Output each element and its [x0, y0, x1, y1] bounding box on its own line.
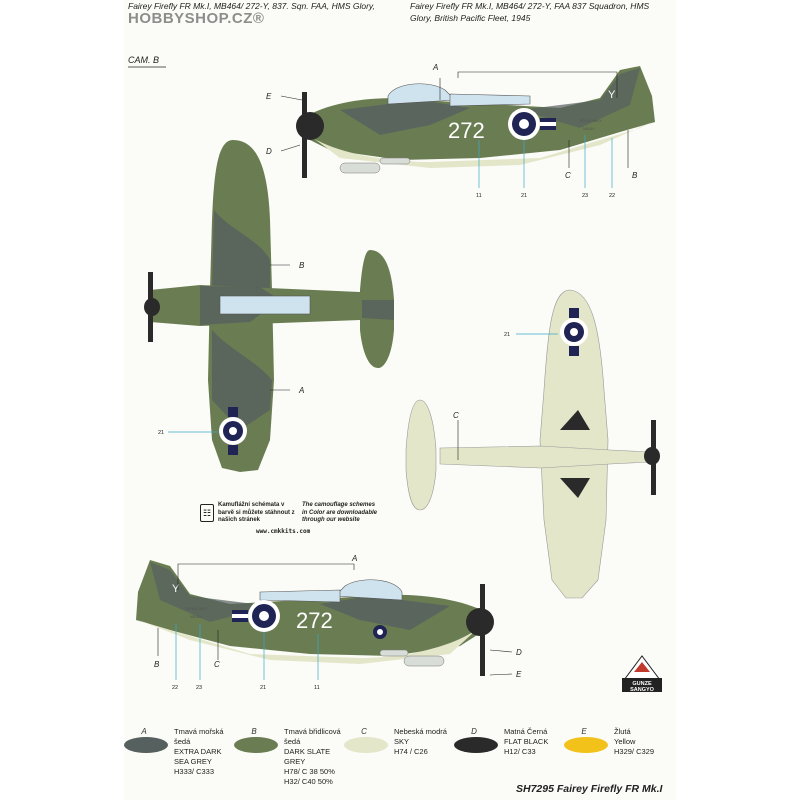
swatch-letter: D [471, 727, 477, 736]
swatch-letter: B [251, 727, 257, 736]
side-view-right [281, 66, 655, 188]
plan-view-underside [406, 290, 660, 598]
swatch-letter: A [141, 727, 147, 736]
swatch-name: Nebeská modrá [394, 727, 447, 736]
serial-top: MB464 [583, 127, 595, 131]
side-view-left [136, 560, 512, 680]
callout-c-bottom: C [214, 660, 220, 669]
swatch-b [234, 727, 344, 797]
callout-c-underside: C [453, 411, 459, 420]
callout-b-top: B [632, 171, 638, 180]
swatch-name-en: EXTRA DARK SEA GREY [174, 747, 222, 766]
swatch-color [454, 737, 498, 753]
callout-21-plan: 21 [158, 430, 165, 436]
callout-d-top: D [266, 147, 272, 156]
note-website[interactable]: www.cmkkits.com [256, 528, 311, 535]
swatch-color [564, 737, 608, 753]
plan-view-upper [144, 140, 394, 472]
swatch-name-en: SKY [394, 737, 410, 746]
header-right-caption-line2: Glory, British Pacific Fleet, 1945 [410, 13, 531, 23]
swatch-code: H74 / C26 [394, 747, 428, 756]
callout-23-top: 23 [582, 193, 589, 199]
swatch-code: H329/ C329 [614, 747, 655, 756]
callout-11-top: 11 [476, 193, 482, 199]
swatch-code: H12/ C33 [504, 747, 536, 756]
callout-b-plan: B [299, 261, 305, 270]
header-left-caption: Fairey Firefly FR Mk.I, MB464/ 272-Y, 837. Sqn. FAA, HMS Glory, [128, 1, 375, 11]
callout-a-top: A [433, 63, 439, 72]
callout-22-bottom: 22 [172, 685, 179, 691]
callout-b-bottom: B [154, 660, 160, 669]
letter-y-bottom: Y [172, 583, 180, 595]
swatch-name: Tmavá mořská šedá [174, 727, 224, 746]
header-right-caption-line1: Fairey Firefly FR Mk.I, MB464/ 272-Y, FAA 837 Squadron, HMS [410, 1, 650, 11]
swatch-name-en: FLAT BLACK [504, 737, 549, 746]
watermark: HOBBYSHOP.CZ® [128, 10, 265, 27]
swatch-name: Žlutá [614, 727, 631, 736]
camouflage-scheme-label: CAM. B [128, 55, 160, 65]
swatch-a [124, 727, 234, 797]
callout-21-top: 21 [521, 193, 528, 199]
svg-text:GUNZE: GUNZE [632, 681, 652, 687]
callout-a-bottom: A [352, 554, 358, 563]
swatch-code: H78/ C 38 50% [284, 767, 335, 776]
swatch-code: H333/ C333 [174, 767, 215, 776]
callout-11-bottom: 11 [314, 685, 320, 691]
swatch-c [344, 727, 454, 797]
callout-21-underside: 21 [504, 332, 511, 338]
website-note [200, 502, 380, 538]
gunze-sangyo-logo [620, 650, 664, 694]
swatch-color [344, 737, 388, 753]
swatch-name-en: DARK SLATE GREY [284, 747, 331, 766]
svg-text:SANGYO: SANGYO [630, 687, 654, 693]
swatch-code-2: H32/ C40 50% [284, 777, 333, 786]
swatch-name: Tmavá břidlicová šedá [284, 727, 341, 746]
callout-22-top: 22 [609, 193, 616, 199]
letter-y-top: Y [608, 89, 616, 101]
callout-e-top: E [266, 92, 272, 101]
serial-bottom: MB464 [190, 615, 202, 619]
code-272-bottom: 272 [296, 608, 333, 633]
royal-navy-bottom: ROYAL NAVY [186, 607, 208, 611]
note-czech: Kamuflážní schémata v barvě si můžete stáhnout z našich stránek [218, 502, 295, 523]
note-english: The camouflage schemes in Color are downloadable through our website [302, 502, 378, 523]
document-icon: ☷ [200, 504, 214, 522]
callout-c-top: C [565, 171, 571, 180]
callout-21-bottom: 21 [260, 685, 267, 691]
code-272-top: 272 [448, 118, 485, 143]
footer-title: SH7295 Fairey Firefly FR Mk.I [516, 783, 663, 795]
royal-navy-top: ROYAL NAVY [580, 119, 602, 123]
callout-a-plan: A [299, 386, 305, 395]
callout-23-bottom: 23 [196, 685, 203, 691]
callout-d-bottom: D [516, 648, 522, 657]
swatch-letter: E [581, 727, 587, 736]
callout-e-bottom: E [516, 670, 522, 679]
swatch-color [234, 737, 278, 753]
swatch-name-en: Yellow [614, 737, 636, 746]
swatch-letter: C [361, 727, 367, 736]
swatch-color [124, 737, 168, 753]
swatch-name: Matná Černá [504, 727, 548, 736]
